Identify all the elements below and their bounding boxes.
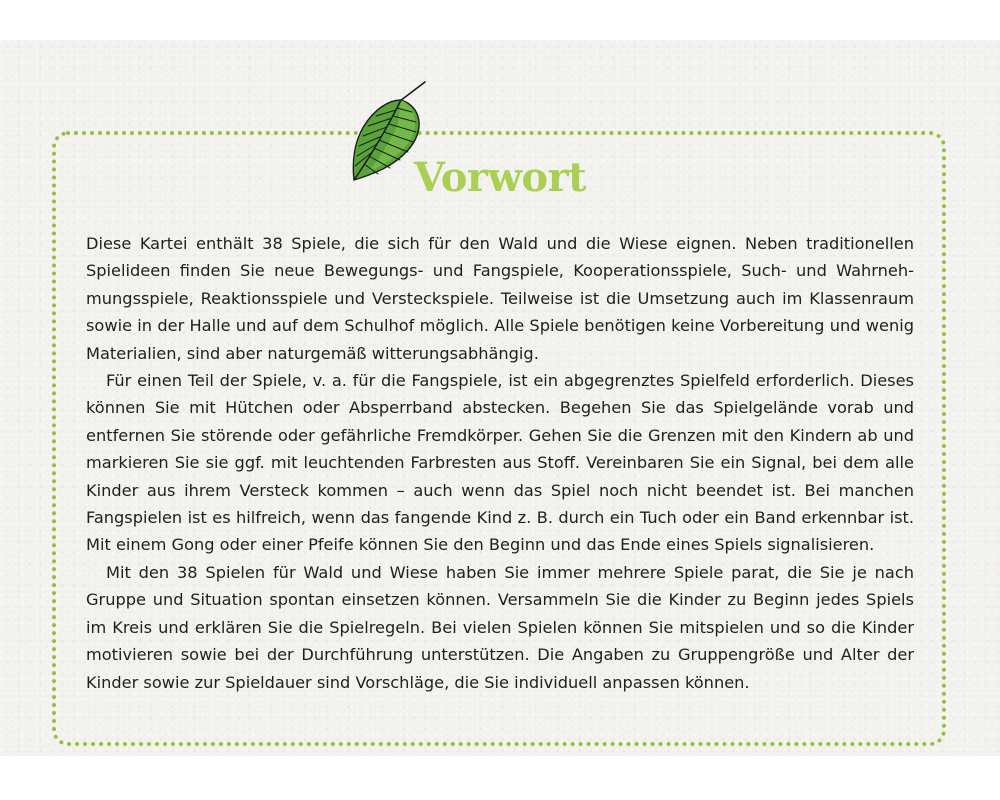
paragraph-2: Für einen Teil der Spiele, v. a. für die Fangspiele, ist ein abgegrenztes Spielfeld erforderlich. Dieses können Sie mit Hütchen oder Absperrband abstecken. Begehen Sie das Spielgelände vorab und entfernen Sie störende oder gefährliche Fremdkörper. Gehen Sie die Grenzen mit den Kindern ab und markieren Sie sie ggf. mit leuchtenden Farbresten aus Stoff. Vereinbaren Sie ein Signal, bei dem alle Kinder aus ihrem Versteck kommen – auch wenn das Spiel noch nicht beendet ist. Bei manchen Fangspielen ist es hilfreich, wenn das fangende Kind z. B. durch ein Tuch oder ein Band erkennbar ist. Mit einem Gong oder einer Pfeife können Sie den Beginn und das Ende eines Spiels signalisieren. [86, 371, 914, 555]
page-title: Vorwort [413, 154, 587, 201]
paragraph-1: Diese Kartei enthält 38 Spiele, die sich für den Wald und die Wiese eignen. Neben traditionellen Spielideen finden Sie neue Bewegungs- und Fangspiele, Kooperationsspiele, Such- und Wahrnehmungsspiele, Reaktionsspiele und Versteckspiele. Teilweise ist die Umsetzung auch im Klassenraum sowie in der Halle und auf dem Schulhof möglich. Alle Spiele benötigen keine Vorbereitung und wenig Materialien, sind aber naturgemäß witterungsabhängig. [86, 234, 914, 363]
body-text [86, 230, 914, 696]
paper-page [0, 40, 1000, 756]
paragraph-3: Mit den 38 Spielen für Wald und Wiese haben Sie immer mehrere Spiele parat, die Sie je nach Gruppe und Situation spontan einsetzen können. Versammeln Sie die Kinder zu Beginn jedes Spiels im Kreis und erklären Sie die Spielregeln. Bei vielen Spielen können Sie mitspielen und so die Kinder motivieren sowie bei der Durchführung unterstützen. Die Angaben zu Gruppengröße und Alter der Kinder sowie zur Spieldauer sind Vorschläge, die Sie individuell anpassen können. [86, 562, 914, 692]
